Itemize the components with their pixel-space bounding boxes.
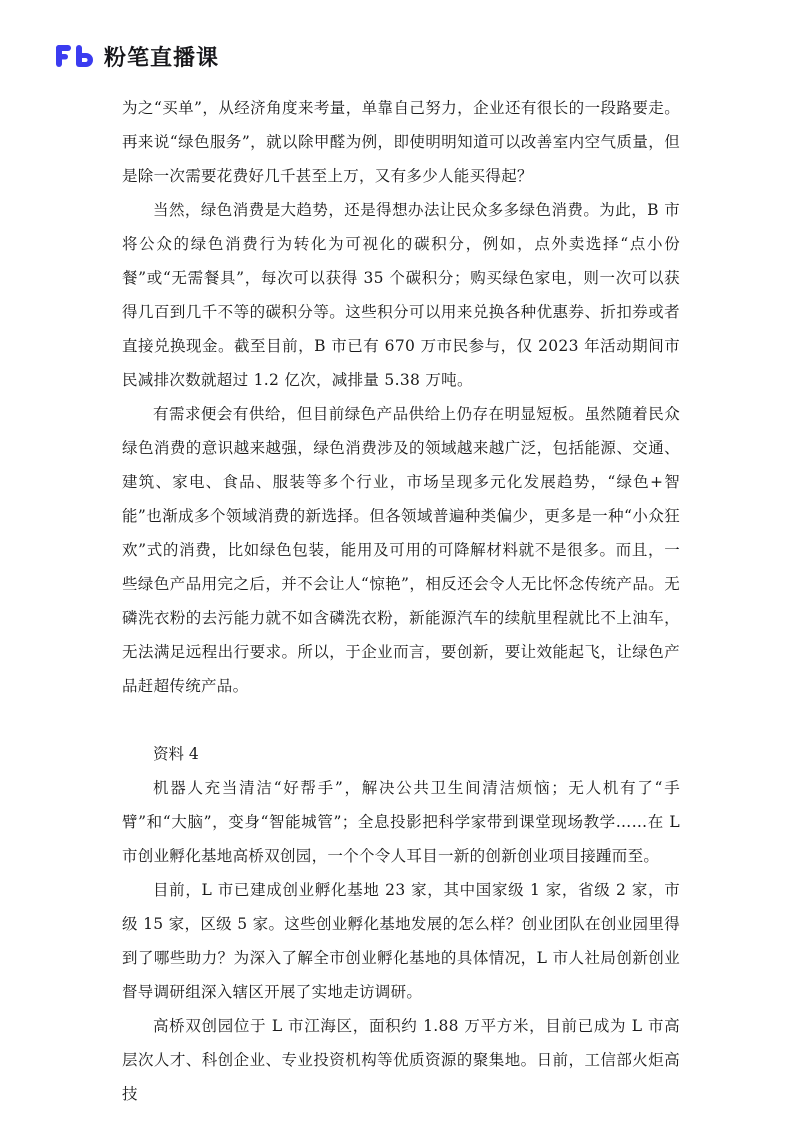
paragraph-incubators: 目前，L 市已建成创业孵化基地 23 家，其中国家级 1 家，省级 2 家，市级 15 家，区级 5 家。这些创业孵化基地发展的怎么样？创业团队在创业园里得到了哪些助力？为深入了解全市创业孵化基地的具体情况，L 市人社局创新创业督导调研组深入辖区开展了实地走访调研。 — [122, 881, 680, 1001]
paragraph-green-supply: 有需求便会有供给，但目前绿色产品供给上仍存在明显短板。虽然随着民众绿色消费的意识越来越强，绿色消费涉及的领域越来越广泛，包括能源、交通、建筑、家电、食品、服装等多个行业，市场呈现多元化发展趋势，“绿色+智能”也渐成多个领域消费的新选择。但各领域普遍种类偏少，更多是一种“小众狂欢”式的消费，比如绿色包装，能用及可用的可降解材料就不是很多。而且，一些绿色产品用完之后，并不会让人“惊艳”，相反还会令人无比怀念传统产品。无磷洗衣粉的去污能力就不如含磷洗衣粉，新能源汽车的续航里程就比不上油车，无法满足远程出行要求。所以，于企业而言，要创新，要让效能起飞，让绿色产品赶超传统产品。 — [122, 405, 680, 695]
paragraph-carbon-points: 当然，绿色消费是大趋势，还是得想办法让民众多多绿色消费。为此，B 市将公众的绿色消费行为转化为可视化的碳积分，例如，点外卖选择“点小份餐”或“无需餐具”，每次可以获得 35 个碳积分；购买绿色家电，则一次可以获得几百到几千不等的碳积分等。这些积分可以用来兑换各种优惠券、折扣券或者直接兑换现金。截至目前，B 市已有 670 万市民参与，仅 2023 年活动期间市民减排次数就超过 1.2 亿次，减排量 5.38 万吨。 — [122, 201, 680, 389]
document-body — [122, 91, 680, 1111]
fb-logo-icon — [56, 43, 96, 69]
paragraph-continued: 为之“买单”，从经济角度来考量，单靠自己努力，企业还有很长的一段路要走。再来说“绿色服务”，就以除甲醛为例，即使明明知道可以改善室内空气质量，但是除一次需要花费好几千甚至上万，又有多少人能买得起？ — [122, 99, 680, 185]
section-gap — [122, 703, 680, 737]
section-label: 资料 4 — [153, 745, 199, 763]
page-header — [56, 38, 219, 74]
brand-name: 粉笔直播课 — [104, 45, 220, 71]
paragraph-robots-drones: 机器人充当清洁“好帮手”，解决公共卫生间清洁烦恼；无人机有了“手臂”和“大脑”，变身“智能城管”；全息投影把科学家带到课堂现场教学……在 L 市创业孵化基地高桥双创园，一个个令人耳目一新的创新创业项目接踵而至。 — [122, 779, 680, 865]
paragraph-gaoqiao-park: 高桥双创园位于 L 市江海区，面积约 1.88 万平方米，目前已成为 L 市高层次人才、科创企业、专业投资机构等优质资源的聚集地。日前，工信部火炬高技 — [122, 1017, 680, 1103]
